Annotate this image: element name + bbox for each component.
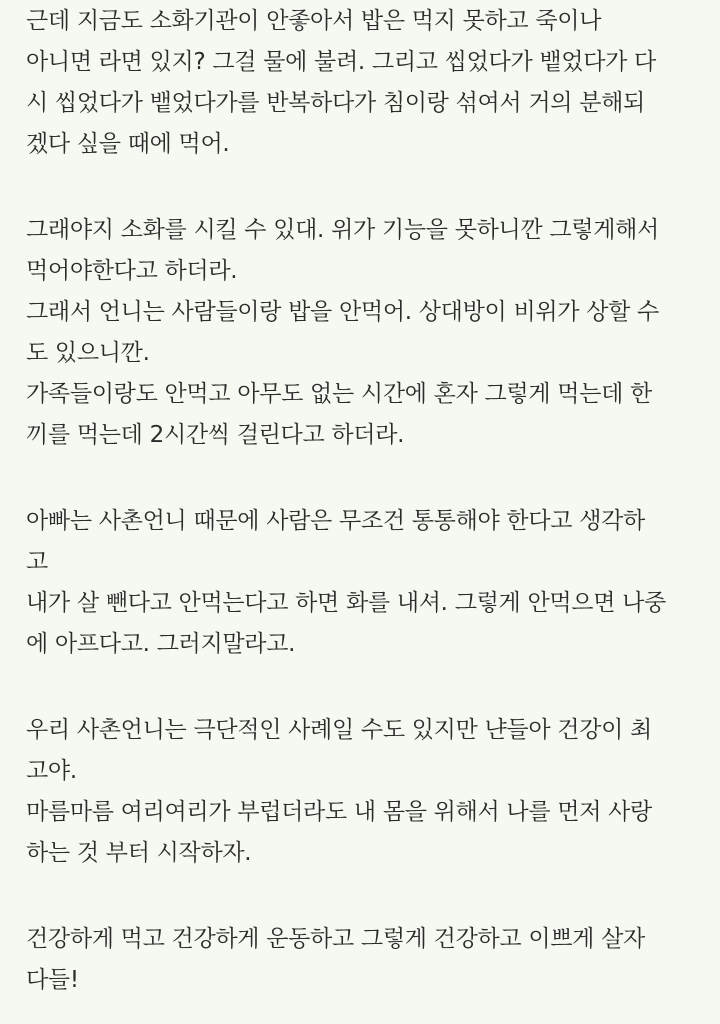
- text-line: 도 있으니깐.: [26, 340, 150, 366]
- text-line: 하는 것 부터 시작하자.: [26, 840, 252, 866]
- text-line: 그래서 언니는 사람들이랑 밥을 안먹어. 상대방이 비위가 상할 수: [26, 299, 659, 325]
- text-line: 우리 사촌언니는 극단적인 사례일 수도 있지만 냔들아 건강이 최: [26, 717, 652, 743]
- text-line: 건강하게 먹고 건강하게 운동하고 그렇게 건강하고 이쁘게 살자: [26, 926, 645, 952]
- text-line: 가족들이랑도 안먹고 아무도 없는 시간에 혼자 그렇게 먹는데 한: [26, 381, 652, 407]
- text-line: 시 씹었다가 뱉었다가를 반복하다가 침이랑 섞여서 거의 분해되: [26, 90, 645, 116]
- text-line: 다들!: [26, 967, 79, 993]
- text-line: 내가 살 뺀다고 안먹는다고 하면 화를 내셔. 그렇게 안먹으면 나중: [26, 590, 666, 616]
- text-line: 겠다 싶을 때에 먹어.: [26, 131, 230, 157]
- text-line: 마름마름 여리여리가 부럽더라도 내 몸을 위해서 나를 먼저 사랑: [26, 799, 652, 825]
- text-line: 근데 지금도 소화기관이 안좋아서 밥은 먹지 못하고 죽이나: [26, 8, 602, 34]
- text-line: 먹어야한다고 하더라.: [26, 258, 238, 284]
- text-line: 고야.: [26, 758, 77, 784]
- text-line: 아빠는 사촌언니 때문에 사람은 무조건 통통해야 한다고 생각하: [26, 508, 645, 534]
- text-line: 에 아프다고. 그러지말라고.: [26, 631, 296, 657]
- text-line: 아니면 라면 있지? 그걸 물에 불려. 그리고 씹었다가 뱉었다가 다: [26, 49, 656, 75]
- text-line: 고: [26, 549, 48, 575]
- text-line: 끼를 먹는데 2시간씩 걸린다고 하더라.: [26, 422, 405, 448]
- text-line: 그래야지 소화를 시킬 수 있대. 위가 기능을 못하니깐 그렇게해서: [26, 217, 659, 243]
